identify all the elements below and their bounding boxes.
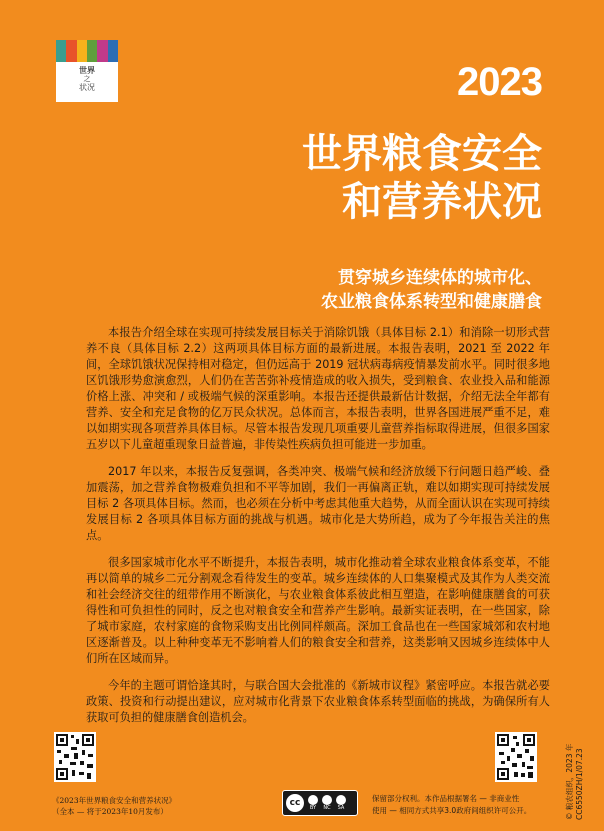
qr-code-icon [54, 732, 96, 782]
logo-stripe [56, 40, 66, 62]
publication-release: （全本 — 将于2023年10月发布） [52, 807, 168, 816]
paragraph-3: 很多国家城市化水平不断提升，本报告表明，城市化推动着全球农业粮食体系变革，不能再以简单的城乡二元分割观念看待发生的变革。城乡连续体的人口集聚模式及其作为人类交流和社会经济交往的纽带作用不断演化，与农业粮食体系彼此相互塑造，在影响健康膳食的可获得性和可负担性的同时，反之也对粮食安全和营养产生影响。最新实证表明，在一些国家，除了城市家庭，农村家庭的食物采购支出比例同样颇高。深加工食品也在一些国家城郊和农村地区逐渐普及。以上种种变革无不影响着人们的粮食安全和营养，这类影响又因城乡连续体中人们所在区域而异。 [86, 556, 550, 665]
report-logo [56, 40, 118, 102]
job-number: CC6550ZH/1/07.23 [575, 748, 584, 820]
subtitle-line-2: 农业粮食体系转型和健康膳食 [321, 292, 542, 312]
qr-code-right[interactable] [495, 732, 537, 782]
logo-stripe [77, 40, 87, 62]
title-line-2: 和营养状况 [342, 179, 542, 225]
logo-stripe [108, 40, 118, 62]
qr-code-left[interactable] [54, 732, 96, 782]
copyright-side-text [565, 744, 585, 820]
logo-text-1: 世界 [79, 65, 95, 75]
cc-by-icon [308, 795, 318, 812]
summary-body [86, 325, 550, 737]
publication-title: 《2023年世界粮食安全和营养状况》 [52, 796, 177, 805]
logo-stripe [66, 40, 76, 62]
paragraph-1: 本报告介绍全球在实现可持续发展目标关于消除饥饿（具体目标 2.1）和消除一切形式营养不良（具体目标 2.2）这两项具体目标方面的最新进展。本报告表明，2021 至 2022 年间，全球饥饿状况保持相对稳定，但仍远高于 2019 冠状病毒病疫情暴发前水平。同时很多地区饥饿形势愈演愈烈，人们仍在苦苦弥补疫情造成的收入损失，受到粮食、农业投入品和能源价格上涨、冲突和 / 或极端气候的深重影响。本报告还提供最新估计数据，介绍无法全年都有营养、安全和充足食物的亿万民众状况。总体而言，本报告表明，世界各国进展严重不足，难以如期实现各项营养具体目标。尽管本报告发现几项重要儿童营养指标取得进展，但很多国家五岁以下儿童超重现象日益普遍，非传染性疾病负担可能进一步加重。 [86, 326, 550, 451]
cc-nc-icon [322, 795, 332, 812]
cc-sa-label: SA [337, 804, 345, 811]
subtitle-line-1: 贯穿城乡连续体的城市化、 [338, 268, 542, 288]
license-line-2: 使用 — 相同方式共享3.0政府间组织许可公开。 [372, 806, 532, 815]
copyright-line: © 粮农组织，2023 年 [565, 743, 574, 820]
license-text [372, 793, 552, 817]
title-line-1: 世界粮食安全 [302, 131, 542, 177]
report-subtitle [321, 266, 542, 314]
report-title [302, 130, 542, 226]
cc-sa-icon [336, 795, 346, 812]
logo-stripe [97, 40, 107, 62]
logo-text-2: 之 [83, 75, 91, 83]
qr-code-icon [495, 732, 537, 782]
cc-nc-label: NC [323, 804, 331, 811]
cc-icon: cc [286, 794, 304, 812]
logo-stripes [56, 40, 118, 62]
paragraph-2: 2017 年以来，本报告反复强调，各类冲突、极端气候和经济放缓下行问题日趋严峻、叠加震荡，加之营养食物极难负担和不平等加剧，我们一再偏离正轨，难以如期实现可持续发展目标 2 各项具体目标。然而，也必须在分析中考虑其他重大趋势，从而全面认识在实现可持续发展目标 2 各项具体目标方面的挑战与机遇。城市化是大势所趋，成为了今年报告关注的焦点。 [86, 465, 550, 542]
cc-by-label: BY [309, 804, 317, 811]
logo-stripe [87, 40, 97, 62]
logo-text-3: 状况 [79, 83, 95, 92]
cc-license-badge[interactable] [282, 790, 358, 816]
report-year: 2023 [457, 60, 542, 104]
license-line-1: 保留部分权利。本作品根据署名 — 非商业性 [372, 794, 520, 803]
publication-note [52, 795, 176, 817]
paragraph-4: 今年的主题可谓恰逢其时，与联合国大会批准的《新城市议程》紧密呼应。本报告就必要政策、投资和行动提出建议，应对城市化背景下农业粮食体系转型面临的挑战，为确保所有人获取可负担的健康膳食创造机会。 [86, 679, 550, 724]
